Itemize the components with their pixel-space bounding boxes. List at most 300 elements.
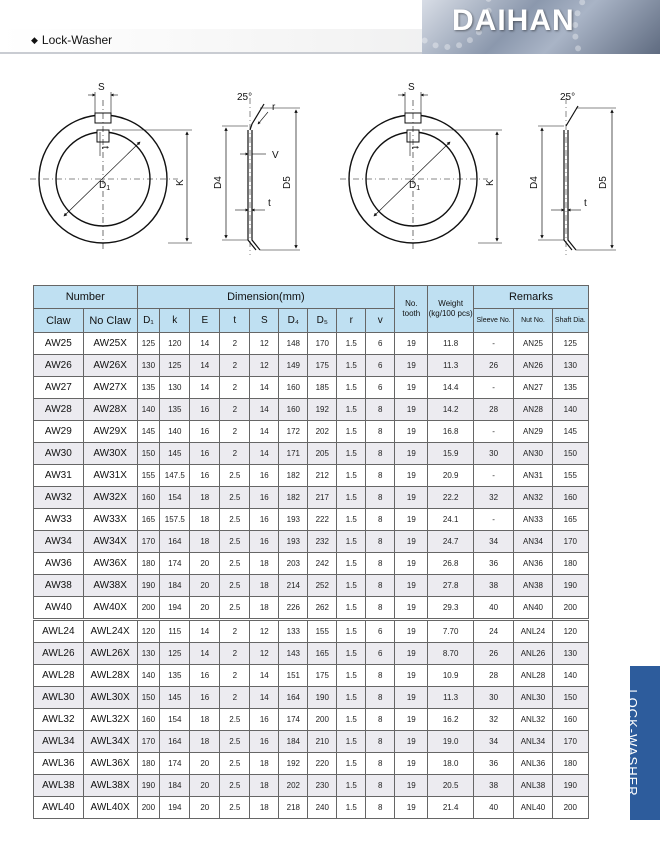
table-cell: 1.5: [337, 421, 366, 443]
table-cell: AN31: [514, 465, 552, 487]
table-cell: 2.5: [220, 597, 250, 619]
table-cell: 130: [160, 377, 190, 399]
table-row: [34, 575, 589, 597]
table-cell: ANL24: [514, 621, 552, 643]
table-cell: 21.4: [428, 797, 474, 819]
no-claw-part-cell: AWL30X: [83, 687, 137, 709]
table-cell: 12: [250, 333, 279, 355]
table-cell: 14: [250, 443, 279, 465]
claw-part-cell: AW32: [34, 487, 84, 509]
table-cell: 200: [552, 597, 588, 619]
table-cell: 8: [366, 531, 395, 553]
table-cell: 242: [308, 553, 337, 575]
table-cell: 164: [279, 687, 308, 709]
table-cell: 2: [220, 443, 250, 465]
header-t: t: [220, 309, 250, 333]
no-claw-part-cell: AWL40X: [83, 797, 137, 819]
table-cell: 18: [250, 797, 279, 819]
table-row: [34, 709, 589, 731]
table-cell: 6: [366, 643, 395, 665]
table-cell: 170: [552, 531, 588, 553]
section-title: [31, 33, 112, 47]
table-cell: AN32: [514, 487, 552, 509]
table-cell: 184: [279, 731, 308, 753]
table-cell: AN28: [514, 399, 552, 421]
table-cell: 24.1: [428, 509, 474, 531]
table-row: [34, 333, 589, 355]
table-cell: 14: [250, 687, 279, 709]
table-cell: 22.2: [428, 487, 474, 509]
table-cell: 174: [160, 753, 190, 775]
table-cell: 8: [366, 665, 395, 687]
table-cell: 120: [552, 621, 588, 643]
table-cell: AN40: [514, 597, 552, 619]
table-cell: 140: [137, 665, 160, 687]
table-cell: 200: [137, 597, 160, 619]
header-d4: D₄: [279, 309, 308, 333]
table-cell: 160: [552, 709, 588, 731]
table-cell: 150: [137, 443, 160, 465]
table-cell: 2.5: [220, 797, 250, 819]
table-cell: 1.5: [337, 621, 366, 643]
table-cell: 1.5: [337, 355, 366, 377]
header-d1: D₁: [137, 309, 160, 333]
table-cell: 164: [160, 531, 190, 553]
table-cell: 34: [473, 531, 513, 553]
table-cell: 240: [308, 797, 337, 819]
table-cell: 2.5: [220, 487, 250, 509]
aw-spec-table: [33, 285, 589, 619]
table-cell: 133: [279, 621, 308, 643]
table-cell: 19: [395, 509, 428, 531]
table-cell: 16: [190, 465, 220, 487]
table-cell: 135: [160, 399, 190, 421]
table-cell: 16: [190, 665, 220, 687]
table-cell: 150: [552, 443, 588, 465]
awl-spec-table: [33, 620, 589, 819]
table-cell: 14: [250, 377, 279, 399]
table-cell: 29.3: [428, 597, 474, 619]
dim-label-k: K: [485, 179, 496, 186]
table-cell: 12: [250, 355, 279, 377]
dim-label-s: S: [408, 82, 415, 93]
table-cell: 19: [395, 531, 428, 553]
table-cell: 1.5: [337, 665, 366, 687]
table-cell: 149: [279, 355, 308, 377]
table-cell: 1.5: [337, 731, 366, 753]
table-cell: 14.2: [428, 399, 474, 421]
table-cell: 205: [308, 443, 337, 465]
table-cell: 2.5: [220, 553, 250, 575]
table-cell: 19: [395, 597, 428, 619]
table-cell: 193: [279, 531, 308, 553]
no-claw-part-cell: AW30X: [83, 443, 137, 465]
table-cell: 28: [473, 399, 513, 421]
dim-label-d5: D5: [598, 176, 609, 189]
table-cell: ANL36: [514, 753, 552, 775]
table-cell: 20: [190, 553, 220, 575]
table-cell: 36: [473, 553, 513, 575]
claw-part-cell: AWL26: [34, 643, 84, 665]
table-cell: 1.5: [337, 465, 366, 487]
table-cell: 125: [137, 333, 160, 355]
table-row: [34, 509, 589, 531]
table-cell: ANL30: [514, 687, 552, 709]
table-cell: 20: [190, 797, 220, 819]
table-cell: 130: [137, 643, 160, 665]
no-claw-part-cell: AW25X: [83, 333, 137, 355]
table-cell: 36: [473, 753, 513, 775]
table-cell: 192: [279, 753, 308, 775]
table-cell: 18: [190, 709, 220, 731]
table-cell: -: [473, 333, 513, 355]
table-cell: AN36: [514, 553, 552, 575]
table-cell: 182: [279, 465, 308, 487]
lock-washer-drawing: [0, 70, 660, 280]
no-claw-part-cell: AWL36X: [83, 753, 137, 775]
no-claw-part-cell: AW27X: [83, 377, 137, 399]
header-dimension: Dimension(mm): [137, 286, 395, 309]
table-cell: 18: [190, 731, 220, 753]
table-cell: 140: [552, 665, 588, 687]
table-cell: 202: [308, 421, 337, 443]
table-cell: 2: [220, 643, 250, 665]
table-cell: 19: [395, 753, 428, 775]
table-cell: 1.5: [337, 509, 366, 531]
table-cell: 1.5: [337, 377, 366, 399]
table-cell: 14: [190, 377, 220, 399]
table-cell: 252: [308, 575, 337, 597]
table-row: [34, 355, 589, 377]
table-cell: 19: [395, 465, 428, 487]
table-cell: 214: [279, 575, 308, 597]
table-row: [34, 687, 589, 709]
claw-part-cell: AW30: [34, 443, 84, 465]
table-cell: 185: [308, 377, 337, 399]
claw-part-cell: AWL28: [34, 665, 84, 687]
table-cell: AN25: [514, 333, 552, 355]
table-cell: 6: [366, 333, 395, 355]
table-cell: 27.8: [428, 575, 474, 597]
table-cell: 16: [250, 487, 279, 509]
table-cell: 30: [473, 443, 513, 465]
table-cell: 170: [137, 731, 160, 753]
no-claw-part-cell: AW28X: [83, 399, 137, 421]
table-cell: 14: [250, 665, 279, 687]
table-cell: 155: [308, 621, 337, 643]
table-cell: -: [473, 377, 513, 399]
table-cell: 19: [395, 377, 428, 399]
table-cell: 12: [250, 621, 279, 643]
table-cell: 20: [190, 597, 220, 619]
table-row: [34, 465, 589, 487]
gear-graphic-icon: [572, 0, 660, 54]
table-cell: 2: [220, 621, 250, 643]
table-cell: 2: [220, 421, 250, 443]
table-cell: 2: [220, 377, 250, 399]
table-cell: 18: [190, 531, 220, 553]
claw-part-cell: AW27: [34, 377, 84, 399]
table-cell: 14: [190, 621, 220, 643]
table-cell: 14: [190, 355, 220, 377]
table-cell: 184: [160, 575, 190, 597]
no-claw-part-cell: AWL26X: [83, 643, 137, 665]
table-row: [34, 643, 589, 665]
header-weight: Weight (kg/100 pcs): [428, 286, 474, 333]
table-cell: 16.2: [428, 709, 474, 731]
table-cell: 170: [552, 731, 588, 753]
table-cell: AN27: [514, 377, 552, 399]
no-claw-part-cell: AW40X: [83, 597, 137, 619]
table-cell: 8: [366, 797, 395, 819]
table-row: [34, 399, 589, 421]
no-claw-part-cell: AW32X: [83, 487, 137, 509]
table-cell: 14: [190, 333, 220, 355]
table-cell: 143: [279, 643, 308, 665]
table-cell: 174: [160, 553, 190, 575]
table-cell: 1.5: [337, 753, 366, 775]
table-cell: 16: [190, 687, 220, 709]
table-cell: 2.5: [220, 753, 250, 775]
no-claw-part-cell: AWL34X: [83, 731, 137, 753]
table-cell: 20: [190, 575, 220, 597]
table-cell: 218: [279, 797, 308, 819]
table-cell: 8: [366, 753, 395, 775]
table-cell: 8: [366, 731, 395, 753]
table-cell: 19.0: [428, 731, 474, 753]
table-cell: 2: [220, 355, 250, 377]
table-cell: 40: [473, 597, 513, 619]
table-cell: 19: [395, 621, 428, 643]
table-cell: 18: [250, 753, 279, 775]
header-shaft-dia: Shaft Dia.: [552, 309, 588, 333]
table-cell: ANL28: [514, 665, 552, 687]
table-cell: 202: [279, 775, 308, 797]
dim-label-v: V: [272, 150, 279, 161]
table-cell: 1.5: [337, 709, 366, 731]
diamond-bullet-icon: ◆: [31, 35, 38, 45]
table-cell: 125: [160, 643, 190, 665]
table-row: [34, 753, 589, 775]
table-cell: AN29: [514, 421, 552, 443]
table-cell: 147.5: [160, 465, 190, 487]
claw-part-cell: AW38: [34, 575, 84, 597]
table-cell: 18: [190, 509, 220, 531]
claw-part-cell: AW34: [34, 531, 84, 553]
profile-view-claw: [213, 92, 300, 255]
table-cell: 120: [137, 621, 160, 643]
table-cell: 6: [366, 621, 395, 643]
table-cell: -: [473, 465, 513, 487]
no-claw-part-cell: AWL32X: [83, 709, 137, 731]
table-cell: 18: [250, 775, 279, 797]
page-header: [0, 0, 660, 60]
table-cell: 2.5: [220, 465, 250, 487]
table-cell: 8: [366, 709, 395, 731]
dim-label-t: t: [409, 146, 420, 149]
table-row: [34, 621, 589, 643]
table-cell: 12: [250, 643, 279, 665]
no-claw-part-cell: AWL24X: [83, 621, 137, 643]
claw-part-cell: AW36: [34, 553, 84, 575]
header-d5: D₅: [308, 309, 337, 333]
claw-part-cell: AWL40: [34, 797, 84, 819]
table-cell: 18: [250, 553, 279, 575]
table-cell: 165: [137, 509, 160, 531]
table-cell: 200: [308, 709, 337, 731]
table-cell: 16: [190, 399, 220, 421]
table-cell: 125: [160, 355, 190, 377]
table-cell: ANL34: [514, 731, 552, 753]
table-cell: 165: [552, 509, 588, 531]
table-cell: 1.5: [337, 643, 366, 665]
angle-label: 25°: [237, 92, 253, 103]
table-cell: 19: [395, 553, 428, 575]
table-cell: 160: [137, 709, 160, 731]
table-cell: 14: [250, 421, 279, 443]
table-cell: 192: [308, 399, 337, 421]
table-cell: 32: [473, 709, 513, 731]
table-cell: 232: [308, 531, 337, 553]
claw-part-cell: AW25: [34, 333, 84, 355]
table-cell: 145: [160, 687, 190, 709]
table-cell: 2.5: [220, 509, 250, 531]
dim-label-d1: $D_1$: [99, 180, 111, 192]
table-cell: 1.5: [337, 531, 366, 553]
table-cell: 16: [250, 709, 279, 731]
table-cell: 160: [279, 399, 308, 421]
table-cell: 135: [160, 665, 190, 687]
table-cell: 1.5: [337, 333, 366, 355]
table-cell: 135: [552, 377, 588, 399]
dim-label-r: r: [272, 102, 276, 113]
table-cell: 19: [395, 399, 428, 421]
table-cell: 8: [366, 597, 395, 619]
table-cell: 145: [137, 421, 160, 443]
table-cell: 32: [473, 487, 513, 509]
table-cell: 151: [279, 665, 308, 687]
table-cell: 220: [308, 753, 337, 775]
claw-part-cell: AWL34: [34, 731, 84, 753]
no-claw-part-cell: AW26X: [83, 355, 137, 377]
claw-part-cell: AW26: [34, 355, 84, 377]
table-cell: 180: [137, 753, 160, 775]
table-cell: 26: [473, 355, 513, 377]
table-cell: AN38: [514, 575, 552, 597]
table-cell: 16: [190, 443, 220, 465]
table-cell: 16: [250, 531, 279, 553]
dim-label-d4: D4: [529, 176, 540, 189]
dim-label-s: S: [98, 82, 105, 93]
table-cell: 180: [137, 553, 160, 575]
no-claw-part-cell: AW31X: [83, 465, 137, 487]
table-cell: 19: [395, 575, 428, 597]
table-cell: 19: [395, 333, 428, 355]
table-cell: 19: [395, 775, 428, 797]
table-cell: 194: [160, 797, 190, 819]
table-cell: 2.5: [220, 531, 250, 553]
table-cell: ANL38: [514, 775, 552, 797]
header-sleeve-no: Sleeve No.: [473, 309, 513, 333]
table-cell: 8: [366, 399, 395, 421]
table-cell: 170: [137, 531, 160, 553]
table-cell: 2.5: [220, 775, 250, 797]
table-cell: 19: [395, 443, 428, 465]
table-cell: 148: [279, 333, 308, 355]
table-cell: 171: [279, 443, 308, 465]
table-cell: 182: [279, 487, 308, 509]
table-cell: 150: [552, 687, 588, 709]
header-no-claw: No Claw: [83, 309, 137, 333]
claw-part-cell: AWL32: [34, 709, 84, 731]
table-row: [34, 775, 589, 797]
header-s: S: [250, 309, 279, 333]
table-cell: 190: [552, 575, 588, 597]
header-claw: Claw: [34, 309, 84, 333]
brand-logo: DAIHAN: [452, 4, 575, 37]
table-cell: ANL40: [514, 797, 552, 819]
table-cell: -: [473, 509, 513, 531]
table-cell: AN26: [514, 355, 552, 377]
table-cell: 1.5: [337, 487, 366, 509]
table-row: [34, 487, 589, 509]
table-row: [34, 553, 589, 575]
dim-label-d1: $D_1$: [409, 180, 421, 192]
table-cell: ANL26: [514, 643, 552, 665]
table-cell: 26.8: [428, 553, 474, 575]
table-cell: 19: [395, 355, 428, 377]
no-claw-part-cell: AWL28X: [83, 665, 137, 687]
table-row: [34, 665, 589, 687]
table-cell: -: [473, 421, 513, 443]
table-cell: 8: [366, 421, 395, 443]
table-cell: 120: [160, 333, 190, 355]
table-cell: 19: [395, 421, 428, 443]
dim-label-t: t: [584, 198, 587, 209]
table-cell: 40: [473, 797, 513, 819]
table-cell: 30: [473, 687, 513, 709]
section-title-text: Lock-Washer: [41, 33, 113, 47]
table-cell: 11.8: [428, 333, 474, 355]
no-claw-part-cell: AW38X: [83, 575, 137, 597]
table-row: [34, 421, 589, 443]
table-cell: 6: [366, 377, 395, 399]
table-row: [34, 597, 589, 619]
table-cell: 8: [366, 443, 395, 465]
angle-label: 25°: [560, 92, 576, 103]
table-cell: 38: [473, 575, 513, 597]
header-number: Number: [34, 286, 138, 309]
table-cell: 125: [552, 333, 588, 355]
front-view-no-claw: [340, 82, 502, 252]
table-cell: 1.5: [337, 443, 366, 465]
claw-part-cell: AW33: [34, 509, 84, 531]
table-cell: 190: [137, 775, 160, 797]
table-cell: 193: [279, 509, 308, 531]
table-cell: 190: [137, 575, 160, 597]
table-cell: 14: [250, 399, 279, 421]
table-cell: 1.5: [337, 797, 366, 819]
table-cell: 2: [220, 399, 250, 421]
table-cell: 19: [395, 709, 428, 731]
table-cell: 230: [308, 775, 337, 797]
table-cell: 165: [308, 643, 337, 665]
table-cell: 115: [160, 621, 190, 643]
table-cell: 160: [279, 377, 308, 399]
table-cell: 19: [395, 665, 428, 687]
dim-label-t: t: [99, 146, 110, 149]
table-cell: 19: [395, 643, 428, 665]
